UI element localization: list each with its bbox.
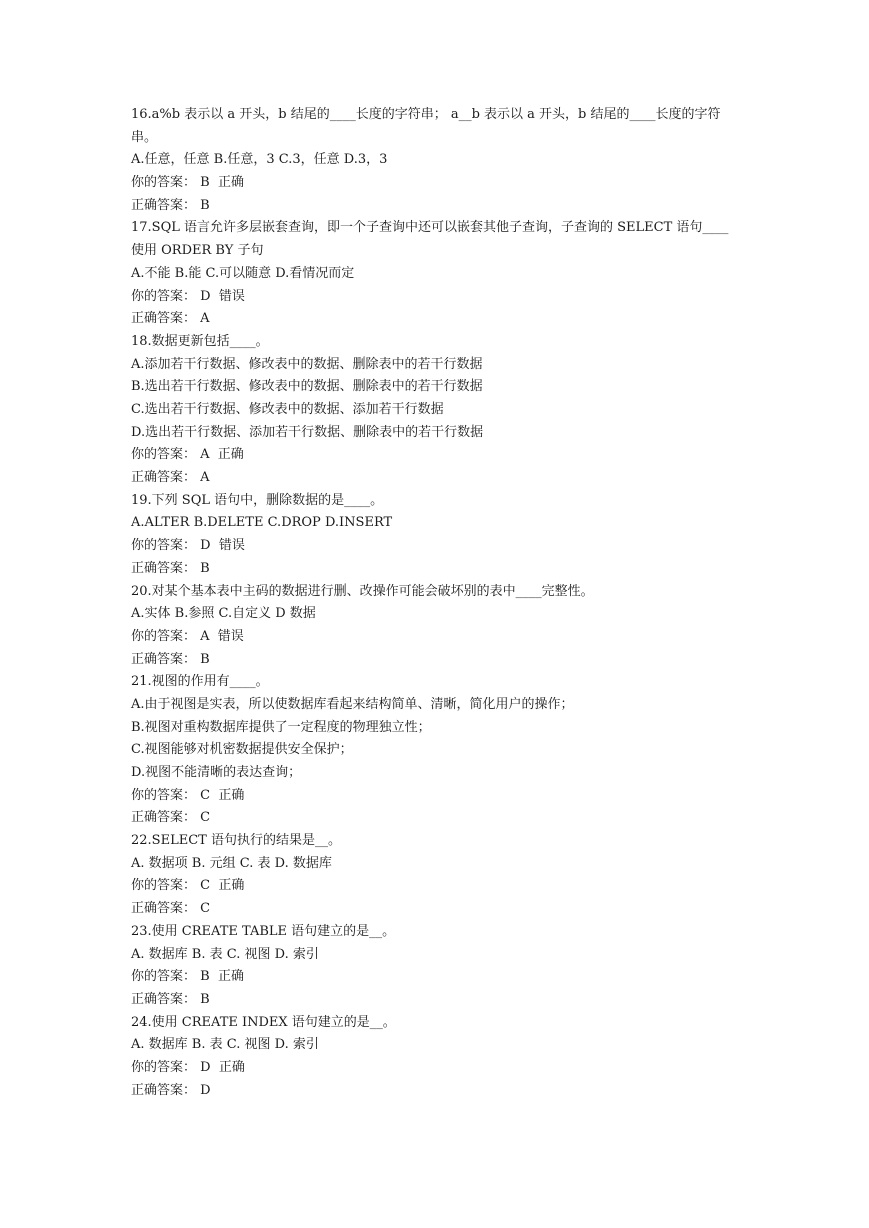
option-line: D.选出若干行数据、添加若干行数据、删除表中的若干行数据	[131, 424, 484, 440]
question-text: 24.使用 CREATE INDEX 语句建立的是__。	[131, 1014, 396, 1030]
correct-answer: 正确答案： B	[131, 197, 210, 213]
question-text: 22.SELECT 语句执行的结果是__。	[131, 833, 341, 849]
correct-answer: 正确答案： A	[131, 311, 210, 327]
your-answer: 你的答案： B 正确	[131, 175, 244, 191]
your-answer: 你的答案： D 正确	[131, 1059, 245, 1075]
option-line: B.选出若干行数据、修改表中的数据、删除表中的若干行数据	[131, 379, 483, 395]
your-answer: 你的答案： D 错误	[131, 288, 245, 304]
question-text: 23.使用 CREATE TABLE 语句建立的是__。	[131, 923, 396, 939]
correct-answer: 正确答案： C	[131, 810, 211, 826]
question-block-24	[131, 1012, 741, 1103]
your-answer: 你的答案： B 正确	[131, 969, 244, 985]
option-line: A.不能 B.能 C.可以随意 D.看情况而定	[131, 265, 355, 281]
option-line: C.选出若干行数据、修改表中的数据、添加若干行数据	[131, 402, 444, 417]
option-line: B.视图对重构数据库提供了一定程度的物理独立性；	[131, 719, 431, 735]
option-line: C.视图能够对机密数据提供安全保护；	[131, 742, 353, 758]
question-text: 18.数据更新包括____。	[131, 333, 269, 349]
quiz-content	[131, 104, 741, 1102]
question-block-17	[131, 217, 741, 330]
question-block-19	[131, 490, 741, 581]
option-line: A.添加若干行数据、修改表中的数据、删除表中的若干行数据	[131, 356, 483, 372]
question-text: 19.下列 SQL 语句中，删除数据的是____。	[131, 492, 384, 508]
your-answer: 你的答案： D 错误	[131, 538, 245, 554]
question-block-21	[131, 671, 741, 830]
question-text: 21.视图的作用有____。	[131, 674, 269, 690]
option-line: A. 数据库 B. 表 C. 视图 D. 索引	[131, 1037, 319, 1053]
correct-answer: 正确答案： B	[131, 991, 210, 1007]
question-block-23	[131, 921, 741, 1012]
option-line: A. 数据项 B. 元组 C. 表 D. 数据库	[131, 855, 332, 871]
correct-answer: 正确答案： A	[131, 470, 210, 486]
question-block-18	[131, 331, 741, 490]
your-answer: 你的答案： C 正确	[131, 787, 245, 803]
question-block-22	[131, 830, 741, 921]
option-line: D.视图不能清晰的表达查询；	[131, 765, 302, 780]
correct-answer: 正确答案： B	[131, 651, 210, 667]
question-text: 16.a%b 表示以 a 开头，b 结尾的____长度的字符串； a__b 表示以 a 开头，b 结尾的____长度的字符串。	[131, 107, 721, 145]
correct-answer: 正确答案： D	[131, 1082, 211, 1098]
option-line: A.任意，任意 B.任意，3 C.3，任意 D.3，3	[131, 152, 388, 168]
option-line: A.ALTER B.DELETE C.DROP D.INSERT	[131, 515, 393, 531]
your-answer: 你的答案： A 正确	[131, 447, 244, 463]
correct-answer: 正确答案： C	[131, 901, 211, 917]
your-answer: 你的答案： A 错误	[131, 628, 244, 644]
question-text: 17.SQL 语言允许多层嵌套查询，即一个子查询中还可以嵌套其他子查询，子查询的 SELECT 语句____使用 ORDER BY 子句	[131, 220, 729, 259]
option-line: A. 数据库 B. 表 C. 视图 D. 索引	[131, 946, 319, 962]
correct-answer: 正确答案： B	[131, 560, 210, 576]
option-line: A.由于视图是实表，所以使数据库看起来结构简单、清晰，简化用户的操作；	[131, 696, 574, 712]
question-text: 20.对某个基本表中主码的数据进行删、改操作可能会破坏别的表中____完整性。	[131, 583, 594, 599]
question-block-16	[131, 104, 741, 217]
question-block-20	[131, 581, 741, 672]
option-line: A.实体 B.参照 C.自定义 D 数据	[131, 606, 316, 622]
your-answer: 你的答案： C 正确	[131, 878, 245, 894]
